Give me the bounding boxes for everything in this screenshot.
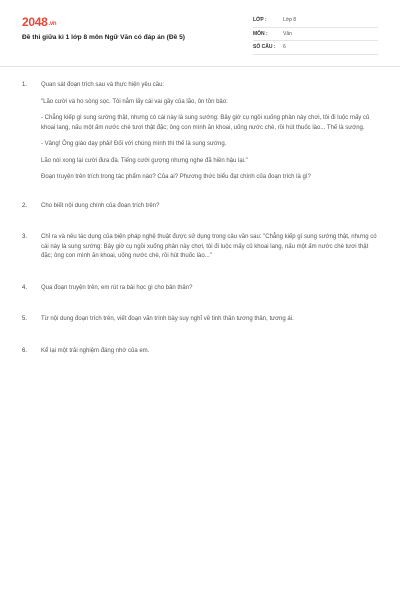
meta-label: LỚP : (253, 17, 267, 24)
page-title: Đề thi giữa kì 1 lớp 8 môn Ngữ Văn có đáp án (Đề 5) (22, 34, 185, 41)
meta-label: MÔN : (253, 30, 268, 37)
meta-row-question-count (253, 41, 378, 55)
spacer (22, 293, 380, 315)
question-text: Cho biết nội dung chính của đoạn trích trên? (41, 202, 160, 209)
spacer (22, 262, 380, 284)
exam-meta-table (253, 14, 378, 55)
excerpt-paragraph: - Vâng! Ông giáo dạy phải! Đối với chúng mình thì thế là sung sướng. (41, 141, 227, 147)
spacer (22, 183, 380, 202)
question-number: 2. (22, 202, 28, 209)
question-number: 5. (22, 316, 28, 322)
question-item (22, 202, 380, 212)
excerpt-paragraph: - Chẳng kiếp gì sung sướng thật, nhưng có cái này là sung sướng: Bây giờ cụ ngồi xuống phản này chơi, tôi đi luộc mấy củ khoai lang, nấu một ấm nước chè tươi thật đặc; ông con mình ăn khoai, uống nước chè, rồi hút thuốc lào... Thế là sướng. (41, 115, 370, 131)
question-item (22, 81, 380, 183)
question-body (41, 81, 380, 183)
question-text: Quan sát đoạn trích sau và thực hiện yêu cầu: (41, 82, 165, 88)
meta-value: Lớp 8 (283, 17, 297, 24)
question-number: 6. (22, 347, 28, 354)
site-logo[interactable] (22, 15, 56, 29)
meta-value: 6 (283, 44, 286, 51)
question-item (22, 233, 380, 262)
meta-row-class (253, 14, 378, 28)
question-text: Qua đoạn truyện trên, em rút ra bài học gì cho bản thân? (41, 284, 193, 291)
spacer (22, 211, 380, 233)
excerpt-paragraph: Lão nói xong lại cười đưa đà. Tiếng cười gượng nhưng nghe đã hiền hậu lại." (41, 157, 248, 164)
question-text: Chỉ ra và nêu tác dụng của biện pháp nghệ thuật được sử dụng trong câu văn sau: "Chẳng kiếp gì sung sướng thật, nhưng có cái này là sung sướng: Bây giờ cụ ngồi xuống phản này chơi, tôi đi luộc mấy củ khoai lang, nấu một ấm nước chè tươi thật đặc; ông con mình ăn khoai, uống nước chè, rồi hút thuốc lào..." (41, 234, 377, 259)
question-number: 4. (22, 284, 28, 291)
header-divider (0, 66, 400, 67)
question-item (22, 347, 380, 357)
meta-row-subject (253, 28, 378, 42)
meta-value: Văn (283, 30, 292, 37)
question-number: 1. (22, 82, 28, 88)
logo-suffix-text: .vn (48, 21, 57, 27)
logo-main-text: 2048 (22, 15, 48, 29)
question-text: Từ nội dung đoạn trích trên, viết đoạn văn trình bày suy nghĩ về tinh thần tương thân, tương ái. (41, 316, 294, 322)
question-text: Kể lại một trải nghiệm đáng nhớ của em. (41, 347, 150, 354)
question-number: 3. (22, 234, 28, 240)
spacer (22, 325, 380, 347)
question-item (22, 284, 380, 294)
question-item (22, 315, 380, 325)
meta-label: SỐ CÂU : (253, 44, 276, 51)
question-list (22, 81, 380, 356)
page-header (0, 0, 400, 66)
question-prompt: Đoạn truyện trên trích trong tác phẩm nào? Của ai? Phương thức biểu đạt chính của đoạn trích là gì? (41, 174, 311, 180)
excerpt-paragraph: "Lão cười và ho sòng sọc. Tôi nắm lấy cái vai gầy của lão, ôn tồn bảo: (41, 98, 228, 105)
